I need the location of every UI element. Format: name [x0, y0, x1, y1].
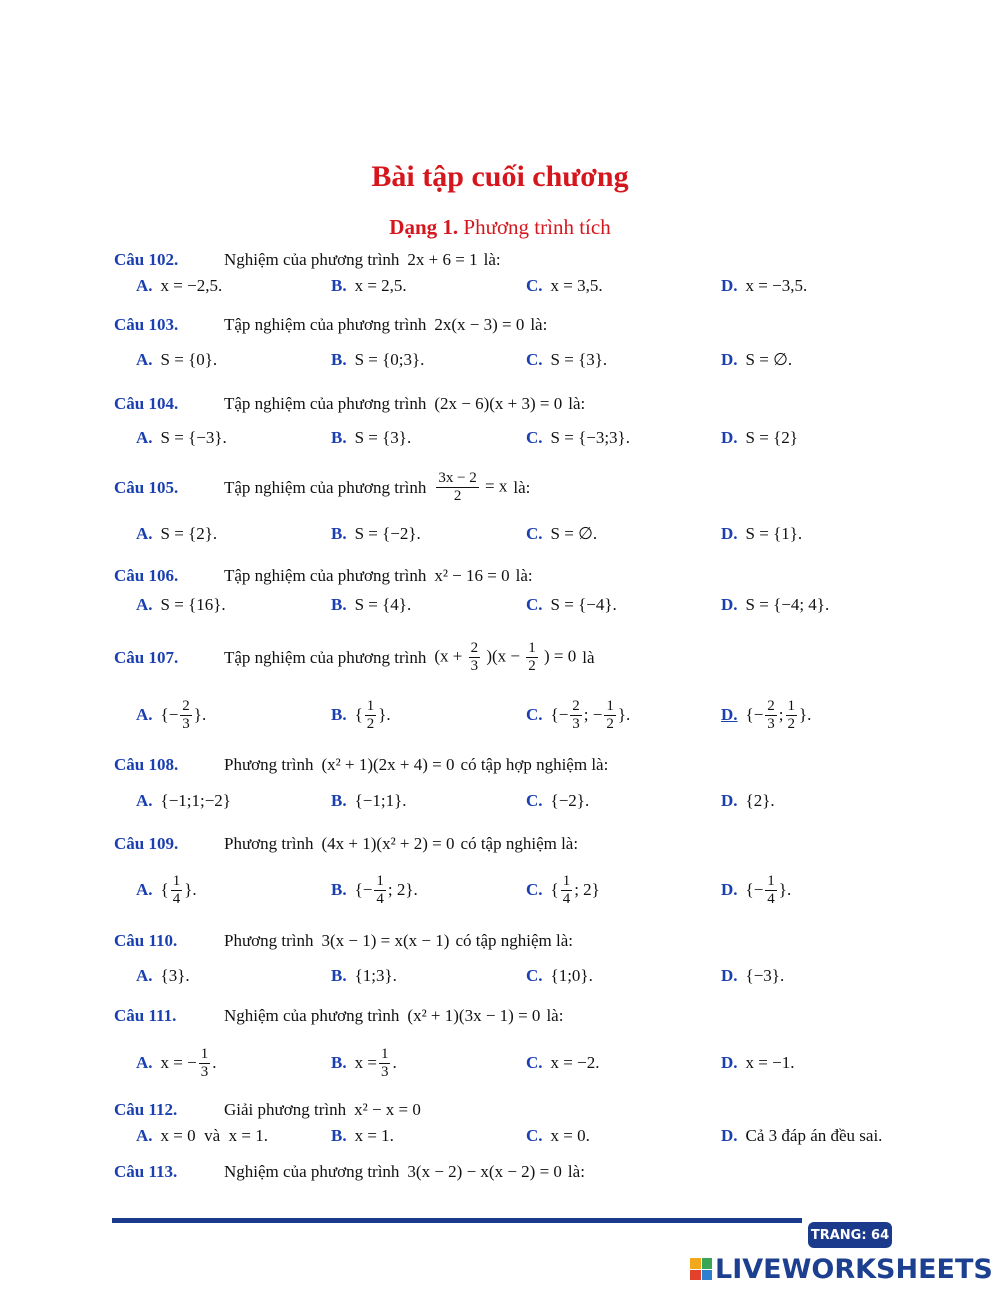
- question-112: [114, 1100, 427, 1120]
- option-text: S = ∅.: [550, 524, 598, 543]
- question-math: 2x(x − 3) = 0: [434, 315, 525, 334]
- option-label: A.: [136, 705, 153, 724]
- question-suffix: là:: [568, 394, 586, 413]
- option-d[interactable]: [721, 1122, 882, 1150]
- option-post: }.: [184, 880, 197, 899]
- fraction: [765, 698, 777, 733]
- question-math: (4x + 1)(x² + 2) = 0: [321, 834, 455, 853]
- math-part: (x +: [434, 646, 463, 666]
- question-suffix: là:: [546, 1006, 564, 1025]
- fraction-numerator: 1: [787, 697, 796, 714]
- option-a[interactable]: [136, 520, 217, 548]
- option-text: S = {0}.: [160, 350, 218, 369]
- fraction-numerator: 1: [767, 872, 775, 889]
- option-a[interactable]: [136, 1122, 268, 1150]
- option-text: S = {−4}.: [550, 595, 617, 614]
- question-number: Câu 105.: [114, 477, 179, 497]
- question-text: Nghiệm của phương trình: [224, 1006, 400, 1025]
- option-c[interactable]: [526, 962, 593, 990]
- fraction: [379, 1046, 391, 1081]
- options-104: [136, 424, 916, 452]
- option-b[interactable]: [331, 1122, 394, 1150]
- fraction: [199, 1046, 211, 1081]
- option-d[interactable]: [721, 787, 775, 815]
- option-label: D.: [721, 880, 738, 899]
- fraction: [526, 640, 538, 675]
- option-label: C.: [526, 276, 543, 295]
- option-label: B.: [331, 350, 347, 369]
- option-c[interactable]: [526, 272, 603, 300]
- option-a[interactable]: [136, 1045, 216, 1081]
- option-text: {1;3}.: [354, 966, 397, 985]
- option-text: {−3}.: [745, 966, 785, 985]
- fraction-denominator: 3: [470, 658, 479, 674]
- question-math: (2x − 6)(x + 3) = 0: [434, 394, 563, 413]
- option-text: {3}.: [160, 966, 190, 985]
- question-105: [114, 470, 530, 505]
- option-label: C.: [526, 966, 543, 985]
- fraction-numerator: 1: [200, 1045, 209, 1062]
- option-text: S = {4}.: [354, 595, 412, 614]
- option-b[interactable]: [331, 962, 397, 990]
- option-b[interactable]: [331, 424, 411, 452]
- math-part: ) = 0: [544, 646, 577, 666]
- option-a[interactable]: [136, 272, 222, 300]
- question-108: [114, 755, 608, 775]
- option-c[interactable]: [526, 872, 600, 908]
- fraction-numerator: 1: [528, 640, 536, 656]
- question-text: Tập nghiệm của phương trình: [224, 394, 427, 413]
- fraction-denominator: 2: [606, 715, 614, 732]
- question-math: (x² + 1)(3x − 1) = 0: [407, 1006, 541, 1025]
- fraction-denominator: 3: [182, 715, 190, 732]
- option-post: .: [212, 1053, 217, 1072]
- fraction: [469, 640, 481, 675]
- option-label: B.: [331, 791, 347, 810]
- option-text: {−1;1;−2}: [160, 791, 231, 810]
- math-part: )(x −: [486, 646, 520, 666]
- option-label: D.: [721, 705, 738, 724]
- footer-divider: [112, 1218, 802, 1223]
- option-post: }.: [193, 705, 207, 724]
- option-text: S = {−2}.: [354, 524, 421, 543]
- option-post: ; 2}: [574, 880, 600, 899]
- question-text: Tập nghiệm của phương trình: [224, 477, 427, 497]
- option-d[interactable]: [721, 872, 791, 908]
- option-post: }.: [617, 705, 631, 724]
- option-post: }.: [778, 880, 792, 899]
- option-text: x = −2.: [550, 1053, 600, 1072]
- option-label: C.: [526, 595, 543, 614]
- option-label: B.: [331, 1126, 347, 1145]
- fraction: [180, 698, 192, 733]
- option-label: A.: [136, 595, 153, 614]
- option-c[interactable]: [526, 1122, 590, 1150]
- option-text: {−2}.: [550, 791, 590, 810]
- option-c[interactable]: [526, 697, 630, 733]
- fraction: [604, 698, 616, 733]
- option-label: B.: [331, 705, 347, 724]
- fraction-denominator: 4: [376, 890, 384, 907]
- option-c[interactable]: [526, 787, 589, 815]
- question-number: Câu 104.: [114, 394, 179, 413]
- question-111: [114, 1006, 563, 1026]
- fraction-denominator: 4: [562, 890, 571, 907]
- option-label: B.: [331, 595, 347, 614]
- option-text: x = −2,5.: [160, 276, 223, 295]
- options-110: [136, 962, 916, 990]
- option-mid: ;: [778, 705, 784, 724]
- question-number: Câu 102.: [114, 250, 179, 269]
- option-text: x = −3,5.: [745, 276, 808, 295]
- section-subtitle: [0, 215, 1000, 240]
- question-number: Câu 108.: [114, 755, 179, 774]
- option-pre: x = −: [160, 1053, 197, 1072]
- option-label: D.: [721, 1053, 738, 1072]
- question-suffix: là:: [513, 477, 531, 497]
- option-label: A.: [136, 350, 153, 369]
- option-a[interactable]: [136, 424, 227, 452]
- options-105: [136, 520, 916, 548]
- question-103: [114, 315, 547, 335]
- option-pre: {: [550, 880, 559, 899]
- option-text: x = 0.: [550, 1126, 590, 1145]
- question-number: Câu 110.: [114, 931, 178, 950]
- option-text: x = 2,5.: [354, 276, 407, 295]
- option-label: C.: [526, 1126, 543, 1145]
- options-102: [136, 272, 916, 300]
- question-math: 3(x − 1) = x(x − 1): [321, 931, 450, 950]
- option-label: A.: [136, 1126, 153, 1145]
- option-a[interactable]: [136, 962, 190, 990]
- option-label: C.: [526, 880, 543, 899]
- fraction: [436, 470, 478, 505]
- option-b[interactable]: [331, 591, 411, 619]
- option-pre: {−: [354, 880, 373, 899]
- fraction-denominator: 2: [366, 715, 375, 732]
- fraction-numerator: 2: [572, 697, 580, 714]
- question-102: [114, 250, 501, 270]
- question-text: Nghiệm của phương trình: [224, 250, 400, 269]
- option-c[interactable]: [526, 591, 617, 619]
- option-text: S = {2}.: [160, 524, 218, 543]
- option-label: B.: [331, 966, 347, 985]
- option-c[interactable]: [526, 1045, 599, 1081]
- option-label: A.: [136, 524, 153, 543]
- option-label: C.: [526, 350, 543, 369]
- question-number: Câu 107.: [114, 647, 179, 667]
- fraction-numerator: 1: [376, 872, 384, 889]
- option-b[interactable]: [331, 872, 418, 908]
- page-number-badge: TRANG: 64: [808, 1222, 892, 1248]
- option-text: x = 1.: [354, 1126, 394, 1145]
- page-title: Bài tập cuối chương: [371, 160, 629, 193]
- subtitle-bold: Dạng 1.: [389, 215, 459, 239]
- option-post: }.: [378, 705, 391, 724]
- fraction: [374, 873, 386, 908]
- option-text: S = {0;3}.: [354, 350, 425, 369]
- fraction-numerator: 3x − 2: [438, 470, 477, 486]
- question-suffix: có tập nghiệm là:: [460, 834, 579, 853]
- question-number: Câu 103.: [114, 315, 179, 334]
- fraction: [365, 698, 377, 733]
- option-label: A.: [136, 276, 153, 295]
- option-b[interactable]: [331, 1045, 397, 1081]
- option-mid: ; −: [583, 705, 603, 724]
- option-label: B.: [331, 880, 347, 899]
- option-text: x = 0 và x = 1.: [160, 1126, 269, 1145]
- option-d[interactable]: [721, 697, 811, 733]
- option-label: A.: [136, 880, 153, 899]
- fraction: [171, 873, 183, 908]
- options-107: [136, 697, 916, 733]
- option-label: D.: [721, 276, 738, 295]
- question-math: [434, 470, 507, 505]
- question-107: [114, 640, 595, 675]
- question-113: [114, 1162, 585, 1182]
- fraction-denominator: 3: [767, 715, 775, 732]
- question-number: Câu 113.: [114, 1162, 178, 1181]
- option-label: B.: [331, 1053, 347, 1072]
- options-112: [136, 1122, 916, 1150]
- option-text: S = {2}: [745, 428, 798, 447]
- option-pre: {−: [745, 705, 764, 724]
- option-text: {−1;1}.: [354, 791, 407, 810]
- option-label: C.: [526, 705, 543, 724]
- question-suffix: là:: [567, 1162, 585, 1181]
- option-c[interactable]: [526, 424, 630, 452]
- fraction-numerator: 2: [470, 640, 479, 656]
- option-text: S = ∅.: [745, 350, 793, 369]
- options-106: [136, 591, 916, 619]
- question-suffix: có tập hợp nghiệm là:: [460, 755, 609, 774]
- question-math: [434, 640, 576, 675]
- question-number: Câu 106.: [114, 566, 179, 585]
- option-text: x = −1.: [745, 1053, 795, 1072]
- options-108: [136, 787, 916, 815]
- fraction-numerator: 1: [562, 872, 571, 889]
- option-label: D.: [721, 595, 738, 614]
- option-text: S = {1}.: [745, 524, 803, 543]
- option-pre: {: [354, 705, 363, 724]
- option-d[interactable]: [721, 272, 807, 300]
- option-label: A.: [136, 791, 153, 810]
- option-label: C.: [526, 524, 543, 543]
- question-text: Nghiệm của phương trình: [224, 1162, 400, 1181]
- option-text: S = {3}.: [550, 350, 608, 369]
- option-label: A.: [136, 966, 153, 985]
- subtitle-text: Phương trình tích: [458, 215, 611, 239]
- option-a[interactable]: [136, 591, 226, 619]
- option-text: {2}.: [745, 791, 775, 810]
- option-text: S = {−4; 4}.: [745, 595, 830, 614]
- question-suffix: là:: [515, 566, 533, 585]
- option-post: .: [392, 1053, 397, 1072]
- option-post: }.: [799, 705, 812, 724]
- question-number: Câu 112.: [114, 1100, 178, 1119]
- fraction: [561, 873, 573, 908]
- option-d[interactable]: [721, 1045, 794, 1081]
- fraction-denominator: 2: [787, 715, 796, 732]
- question-106: [114, 566, 533, 586]
- option-label: A.: [136, 1053, 153, 1072]
- fraction-numerator: 1: [606, 697, 614, 714]
- question-text: Phương trình: [224, 834, 314, 853]
- question-number: Câu 111.: [114, 1006, 177, 1025]
- option-text: S = {−3}.: [160, 428, 227, 447]
- option-d[interactable]: [721, 424, 798, 452]
- option-pre: {−: [550, 705, 569, 724]
- question-suffix: là:: [483, 250, 501, 269]
- fraction-denominator: 2: [453, 488, 462, 504]
- question-suffix: là: [582, 647, 595, 667]
- fraction: [570, 698, 582, 733]
- fraction-denominator: 4: [767, 890, 775, 907]
- option-label: C.: [526, 1053, 543, 1072]
- option-label: D.: [721, 966, 738, 985]
- option-label: D.: [721, 791, 738, 810]
- option-label: A.: [136, 428, 153, 447]
- option-d[interactable]: [721, 591, 829, 619]
- question-text: Phương trình: [224, 931, 314, 950]
- option-b[interactable]: [331, 272, 407, 300]
- fraction-numerator: 1: [366, 697, 375, 714]
- fraction-numerator: 1: [380, 1045, 389, 1062]
- options-111: [136, 1045, 916, 1081]
- option-text: {1;0}.: [550, 966, 593, 985]
- question-math: x² − 16 = 0: [434, 566, 510, 585]
- option-text: S = {16}.: [160, 595, 226, 614]
- question-math: (x² + 1)(2x + 4) = 0: [321, 755, 455, 774]
- option-label: D.: [721, 524, 738, 543]
- option-post: ; 2}.: [387, 880, 418, 899]
- option-label: B.: [331, 276, 347, 295]
- option-label: B.: [331, 524, 347, 543]
- option-text: Cả 3 đáp án đều sai.: [745, 1126, 883, 1145]
- option-a[interactable]: [136, 346, 217, 374]
- options-103: [136, 346, 916, 374]
- question-109: [114, 834, 578, 854]
- option-a[interactable]: [136, 697, 206, 733]
- option-label: B.: [331, 428, 347, 447]
- math-rhs: = x: [485, 476, 508, 496]
- question-text: Giải phương trình: [224, 1100, 347, 1119]
- option-b[interactable]: [331, 520, 421, 548]
- question-math: 3(x − 2) − x(x − 2) = 0: [407, 1162, 562, 1181]
- question-number: Câu 109.: [114, 834, 179, 853]
- option-d[interactable]: [721, 962, 784, 990]
- option-d[interactable]: [721, 346, 792, 374]
- question-text: Tập nghiệm của phương trình: [224, 315, 427, 334]
- option-label: D.: [721, 428, 738, 447]
- option-a[interactable]: [136, 787, 231, 815]
- option-pre: {: [160, 880, 169, 899]
- option-label: D.: [721, 350, 738, 369]
- options-109: [136, 872, 916, 908]
- option-label: C.: [526, 428, 543, 447]
- option-label: D.: [721, 1126, 738, 1145]
- option-pre: {−: [160, 705, 179, 724]
- option-pre: {−: [745, 880, 764, 899]
- option-b[interactable]: [331, 787, 406, 815]
- question-suffix: là:: [530, 315, 548, 334]
- question-110: [114, 931, 573, 951]
- option-text: S = {3}.: [354, 428, 412, 447]
- fraction-numerator: 2: [182, 697, 190, 714]
- fraction-denominator: 4: [172, 890, 181, 907]
- brand-text: LIVEWORKSHEETS: [715, 1253, 993, 1285]
- fraction: [786, 698, 798, 733]
- question-text: Tập nghiệm của phương trình: [224, 566, 427, 585]
- fraction-denominator: 2: [528, 658, 536, 674]
- question-text: Phương trình: [224, 755, 314, 774]
- question-suffix: có tập nghiệm là:: [455, 931, 573, 950]
- question-text: Tập nghiệm của phương trình: [224, 647, 427, 667]
- option-text: S = {−3;3}.: [550, 428, 630, 447]
- option-c[interactable]: [526, 346, 607, 374]
- fraction-numerator: 1: [172, 872, 181, 889]
- option-b[interactable]: [331, 346, 424, 374]
- option-d[interactable]: [721, 520, 802, 548]
- option-pre: x =: [354, 1053, 377, 1072]
- option-a[interactable]: [136, 872, 197, 908]
- liveworksheets-logo: [690, 1252, 993, 1286]
- fraction-denominator: 3: [200, 1063, 209, 1080]
- fraction-denominator: 3: [572, 715, 580, 732]
- option-label: C.: [526, 791, 543, 810]
- liveworksheets-logo-icon: [690, 1258, 712, 1280]
- fraction-numerator: 2: [767, 697, 775, 714]
- option-c[interactable]: [526, 520, 597, 548]
- question-math: 2x + 6 = 1: [407, 250, 478, 269]
- option-text: x = 3,5.: [550, 276, 603, 295]
- fraction-denominator: 3: [380, 1063, 389, 1080]
- question-math: x² − x = 0: [354, 1100, 421, 1119]
- question-104: [114, 394, 585, 414]
- option-b[interactable]: [331, 697, 391, 733]
- fraction: [765, 873, 777, 908]
